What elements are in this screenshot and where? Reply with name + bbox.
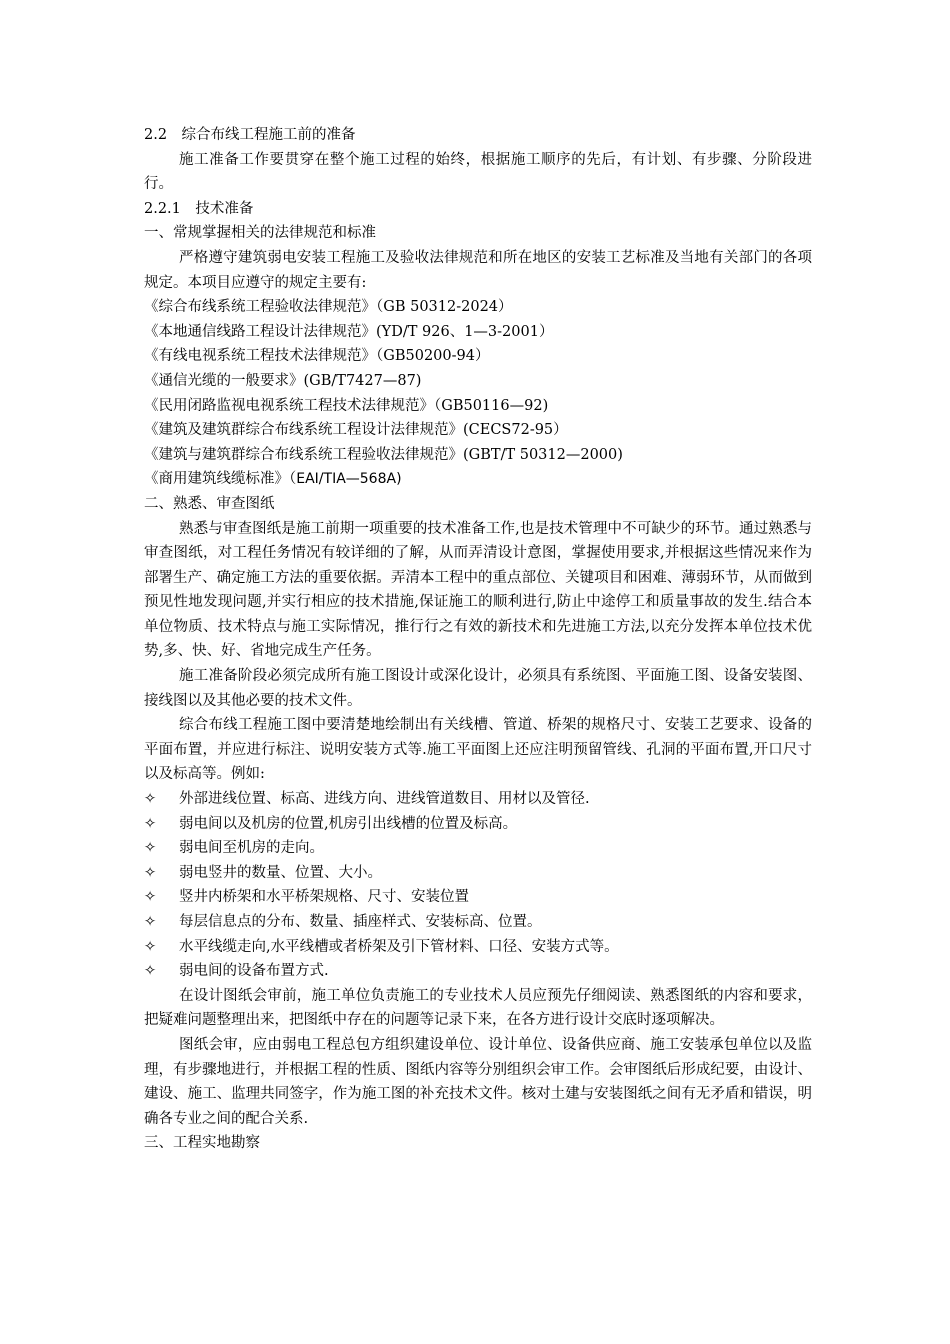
list-item <box>144 861 812 886</box>
stage-paragraph: 施工准备阶段必须完成所有施工图设计或深化设计，必须具有系统图、平面施工图、设备安装图、接线图以及其他必要的技术文件。 <box>144 668 812 709</box>
standards-list <box>144 295 812 492</box>
standard-item-code: EAI/TIA—568A) <box>296 471 402 488</box>
standard-item: 《本地通信线路工程设计法律规范》(YD/T 926、1—3-2001） <box>144 323 554 340</box>
standard-item-prefix: 《商用建筑线缆标准》（ <box>144 471 297 488</box>
review-paragraph: 熟悉与审查图纸是施工前期一项重要的技术准备工作,也是技术管理中不可缺少的环节。通过熟悉与审查图纸，对工程任务情况有较详细的了解，从而弄清设计意图，掌握使用要求,并根据这些情况来作为部署生产、确定施工方法的重要依据。弄清本工程中的重点部位、关键项目和困难、薄弱环节，从而做到预见性地发现问题,并实行相应的技术措施,保证施工的顺利进行,防止中途停工和质量事故的发生.结合本单位物质、技术特点与施工实际情况，推行行之有效的新技术和先进施工方法,以充分发挥本单位技术优势,多、快、好、省地完成生产任务。 <box>144 520 812 660</box>
standard-item: 《民用闭路监视电视系统工程技术法律规范》（GB50116—92) <box>144 397 549 414</box>
list-item-text: 弱电间以及机房的位置,机房引出线槽的位置及标高。 <box>179 815 518 832</box>
bullet-mark-icon: ✧ <box>144 815 157 832</box>
meeting-paragraph: 在设计图纸会审前，施工单位负责施工的专业技术人员应预先仔细阅读、熟悉图纸的内容和要求，把疑难问题整理出来，把图纸中存在的问题等记录下来，在各方进行设计交底时逐项解决。 <box>144 987 812 1029</box>
list-item <box>144 836 812 861</box>
list-item-text: 弱电间的设备布置方式. <box>179 963 329 980</box>
standard-item: 《建筑与建筑群综合布线系统工程验收法律规范》(GBT/T 50312—2000) <box>144 446 623 463</box>
bullet-mark-icon: ✧ <box>144 914 157 930</box>
list-item-text: 外部进线位置、标高、进线方向、进线管道数目、用材以及管径. <box>179 791 590 808</box>
joint-review-paragraph: 图纸会审，应由弱电工程总包方组织建设单位、设计单位、设备供应商、施工安装承包单位以及监理，有步骤地进行，并根据工程的性质、图纸内容等分别组织会审工作。会审图纸后形成纪要，由设计、建设、施工、监理共同签字，作为施工图的补充技术文件。核对土建与安装图纸之间有无矛盾和错误，明确各专业之间的配合关系. <box>144 1036 812 1127</box>
document-body <box>144 123 812 1156</box>
subsection-title-2: 二、熟悉、审查图纸 <box>144 495 275 512</box>
list-item-text: 弱电间至机房的走向。 <box>179 840 324 857</box>
bullet-mark-icon: ✧ <box>144 963 157 980</box>
standard-item: 《有线电视系统工程技术法律规范》（GB50200-94） <box>144 348 490 365</box>
standard-item: 《综合布线系统工程验收法律规范》（GB 50312-2024） <box>144 299 513 316</box>
bullet-mark-icon: ✧ <box>144 938 157 955</box>
list-item <box>144 787 812 812</box>
standards-paragraph: 严格遵守建筑弱电安装工程施工及验收法律规范和所在地区的安装工艺标准及当地有关部门的各项规定。本项目应遵守的规定主要有: <box>144 249 812 291</box>
list-item-text: 水平线缆走向,水平线槽或者桥架及引下管材料、口径、安装方式等。 <box>179 938 619 955</box>
bullet-mark-icon: ✧ <box>144 840 157 857</box>
subsection-title-3: 三、工程实地勘察 <box>144 1135 260 1152</box>
drawing-requirements-list <box>144 787 812 984</box>
bullet-mark-icon: ✧ <box>144 791 157 808</box>
list-item-text: 弱电竖井的数量、位置、大小。 <box>179 864 382 881</box>
standard-item-last <box>144 467 812 492</box>
list-item <box>144 959 812 984</box>
list-item-text: 每层信息点的分布、数量、插座样式、安装标高、位置。 <box>179 914 542 930</box>
standard-item: 《建筑及建筑群综合布线系统工程设计法律规范》(CECS72-95） <box>144 422 568 439</box>
bullet-mark-icon: ✧ <box>144 864 157 881</box>
list-item <box>144 910 812 935</box>
section-heading-2-2-1: 2.2.1 技术准备 <box>144 200 254 217</box>
section-heading-2-2: 2.2 综合布线工程施工前的准备 <box>144 127 356 143</box>
list-item <box>144 885 812 910</box>
bullet-mark-icon: ✧ <box>144 889 157 906</box>
subsection-title-1: 一、常规掌握相关的法律规范和标准 <box>144 225 376 242</box>
intro-paragraph: 施工准备工作要贯穿在整个施工过程的始终，根据施工顺序的先后，有计划、有步骤、分阶段进行。 <box>144 151 812 193</box>
list-item <box>144 935 812 960</box>
list-item <box>144 812 812 837</box>
list-item-text: 竖井内桥架和水平桥架规格、尺寸、安装位置 <box>179 889 469 906</box>
standard-item: 《通信光缆的一般要求》(GB/T7427—87) <box>144 372 422 389</box>
drawing-paragraph: 综合布线工程施工图中要清楚地绘制出有关线槽、管道、桥架的规格尺寸、安装工艺要求、设备的平面布置，并应进行标注、说明安装方式等.施工平面图上还应注明预留管线、孔洞的平面布置,开口尺寸以及标高等。例如: <box>144 717 812 783</box>
